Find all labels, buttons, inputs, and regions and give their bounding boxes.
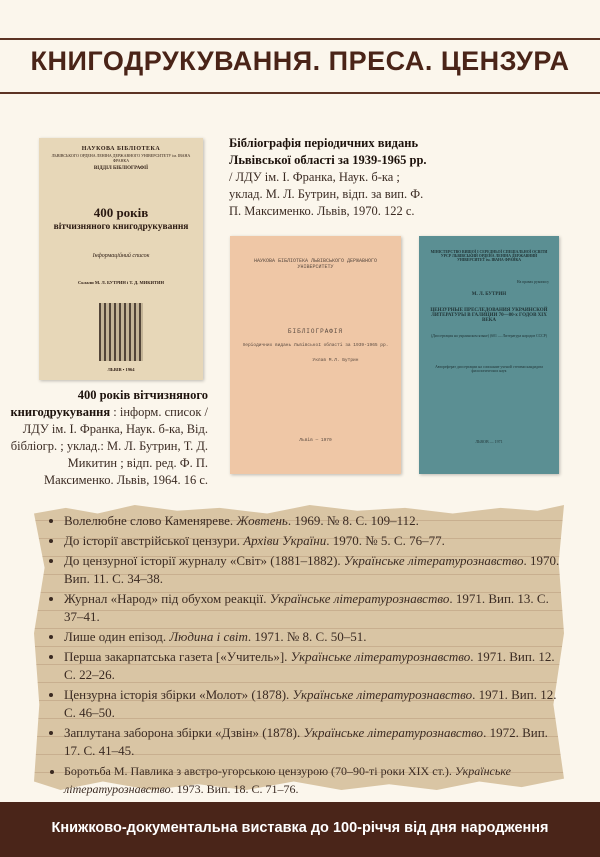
cover3-manuscript: На правах рукопису — [516, 280, 549, 284]
cover-title-line1: 400 років — [93, 205, 149, 220]
list-item: • Волелюбне слово Каменяреве. Жовтень. 1969. № 8. С. 109–112. — [64, 512, 564, 530]
book-cover-400-rokiv — [39, 138, 203, 380]
footer-text: Книжково-документальна виставка до 100-річчя від дня народження — [51, 820, 549, 836]
book-cover-tsenzurnye — [419, 236, 559, 474]
list-item: • Цензурна історія збірки «Молот» (1878). Українське літературознавство. 1971. Вип. 12. С. 46–50. — [64, 686, 564, 722]
cover2-subtitle: періодичних видань Львівської області за 1939-1965 рр. — [242, 343, 389, 348]
cover3-ministry: МІНІСТЕРСТВО ВИЩОЇ І СЕРЕДНЬОЇ СПЕЦІАЛЬНОЇ ОСВІТИ УРСР ЛЬВІВСЬКИЙ ОРДЕНА ЛЕНІНА ДЕРЖАВНИЙ УНІВЕРСИТЕТ ім. ІВАНА ФРАНКА — [430, 250, 548, 262]
bottom-rule — [0, 92, 600, 94]
list-item: • До цензурної історії журналу «Світ» (1881–1882). Українське літературознавство. 1970. Вип. 11. С. 34–38. — [64, 552, 564, 588]
book-cover-bibliografiia — [230, 236, 401, 474]
book1-caption-details: : інформ. список / ЛДУ ім. І. Франка, Наук. б-ка, Від. бібліогр. ; уклад.: М. Л. Бутрин, Т. Д. Микитин ; відп. ред. Ф. П. Максименко. Львів, 1964. 16 с. — [10, 405, 208, 487]
book2-caption — [229, 135, 429, 220]
list-item: • Боротьба М. Павлика з австро-угорською цензурою (70–90-ті роки XIX ст.). Українське літературознавство. 1973. Вип. 18. С. 71–76. — [64, 762, 564, 798]
cover2-top: НАУКОВА БІБЛІОТЕКА ЛЬВІВСЬКОГО ДЕРЖАВНОГО УНІВЕРСИТЕТУ — [253, 258, 378, 270]
cover2-author: Уклав М.Л. Бутрин — [312, 358, 359, 363]
cover2-place: Львів — 1970 — [299, 438, 332, 443]
cover3-title: ЦЕНЗУРНЫЕ ПРЕСЛЕДОВАНИЯ УКРАИНСКОЙ ЛИТЕРАТУРЫ В ГАЛИЦИИ 70—80-х ГОДОВ XIX ВЕКА — [430, 308, 548, 323]
cover-subtitle: Інформаційний список — [92, 253, 150, 259]
book2-caption-title: Бібліографія періодичних видань Львівської області за 1939-1965 рр. — [229, 136, 427, 167]
cover-compilers: Склали М. Л. БУТРИН і Т. Д. МИКИТИН — [77, 280, 165, 285]
top-rule — [0, 38, 600, 40]
cover3-place: ЛЬВОВ — 1971 — [475, 439, 503, 444]
footer-banner — [0, 802, 600, 857]
references-list — [44, 512, 564, 800]
cover-place-year: ЛЬВІВ • 1964 — [107, 367, 135, 372]
book1-caption-title: 400 років вітчизняного книгодрукування — [10, 388, 208, 419]
cover-library: НАУКОВА БІБЛІОТЕКА — [81, 146, 161, 152]
book1-caption — [10, 387, 208, 489]
cover2-title: БІБЛІОГРАФІЯ — [287, 328, 344, 335]
cover-department: ВІДДІЛ БІБЛІОГРАФІЇ — [93, 166, 149, 171]
cover-title-line2: вітчизняного книгодрукування — [53, 222, 189, 232]
page-title: КНИГОДРУКУВАННЯ. ПРЕСА. ЦЕНЗУРА — [30, 46, 570, 76]
cover-library-sub: ЛЬВІВСЬКОГО ОРДЕНА ЛЕНІНА ДЕРЖАВНОГО УНІВЕРСИТЕТУ ім. ІВАНА ФРАНКА — [51, 153, 191, 163]
building-image — [99, 303, 143, 361]
book2-caption-details: / ЛДУ ім. І. Франка, Наук. б-ка ; уклад. М. Л. Бутрин, відп. за вип. Ф. П. Максименко. Львів, 1970. 122 с. — [229, 170, 424, 218]
list-item: • Журнал «Народ» під обухом реакції. Українське літературознавство. 1971. Вип. 13. С. 37–41. — [64, 590, 564, 626]
list-item: • Перша закарпатська газета [«Учитель»]. Українське літературознавство. 1971. Вип. 12. С. 22–26. — [64, 648, 564, 684]
list-item: • До історії австрійської цензури. Архіви України. 1970. № 5. С. 76–77. — [64, 532, 564, 550]
cover3-spec: (Диссертация на украинском языке) (601 — Литература народов СССР) — [430, 334, 548, 338]
cover3-author: М. Л. БУТРИН — [471, 292, 507, 297]
cover3-abstract: Автореферат диссертации на соискание ученой степени кандидата филологических наук — [435, 365, 543, 373]
list-item: • Лише один епізод. Людина і світ. 1971. № 8. С. 50–51. — [64, 628, 564, 646]
list-item: • Заплутана заборона збірки «Дзвін» (1878). Українське літературознавство. 1972. Вип. 17. С. 41–45. — [64, 724, 564, 760]
